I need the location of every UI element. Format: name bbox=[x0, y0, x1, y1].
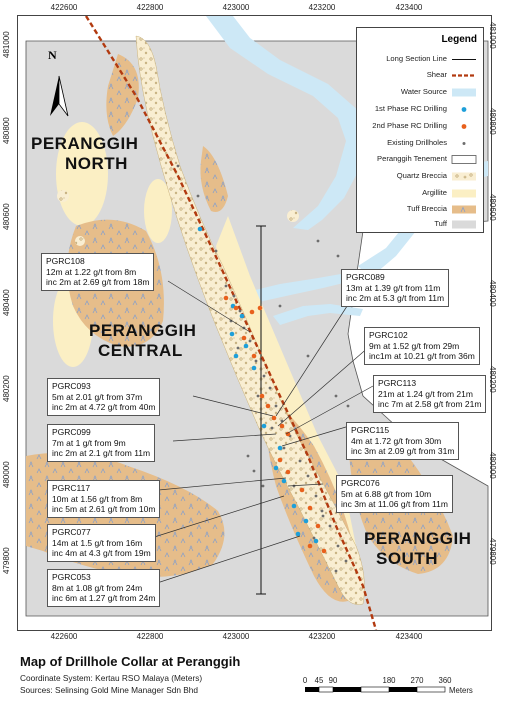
long-section-line-icon bbox=[451, 55, 477, 64]
coordinate-system: Coordinate System: Kertau RSO Malaya (Meters) bbox=[20, 673, 203, 683]
y-tick-left: 480200 bbox=[2, 375, 11, 402]
scale-tick-label: 45 bbox=[314, 676, 324, 685]
legend-panel bbox=[356, 27, 484, 233]
legend-item: Argillite bbox=[357, 186, 483, 200]
y-tick-left: 479800 bbox=[2, 547, 11, 574]
legend-item: Long Section Line bbox=[357, 52, 483, 66]
x-tick-top: 422800 bbox=[136, 3, 164, 12]
quartz-breccia-swatch-icon bbox=[451, 172, 477, 181]
callout-pgrc077: PGRC077 14m at 1.5 g/t from 16m inc 4m at 4.3 g/t from 19m bbox=[47, 524, 156, 562]
x-tick-bottom: 423200 bbox=[308, 632, 336, 641]
tenement-box-icon bbox=[451, 155, 477, 164]
quartz-breccia-pod bbox=[184, 222, 192, 230]
y-tick-left: 480400 bbox=[2, 289, 11, 316]
x-tick-bottom: 422800 bbox=[136, 632, 164, 641]
existing-dot-icon bbox=[451, 139, 477, 148]
x-tick-top: 423400 bbox=[395, 3, 423, 12]
legend-item: Existing Drillholes bbox=[357, 136, 483, 150]
region-label-south: PERANGGIH SOUTH bbox=[364, 529, 472, 568]
x-tick-top: 422600 bbox=[50, 3, 78, 12]
argillite-swatch-icon bbox=[451, 189, 477, 198]
callout-pgrc113: PGRC113 21m at 1.24 g/t from 21m inc 7m at 2.58 g/t from 21m bbox=[373, 375, 486, 413]
shear-line-icon bbox=[451, 71, 477, 80]
legend-item: Quartz Breccia bbox=[357, 169, 483, 183]
y-tick-left: 480000 bbox=[2, 461, 11, 488]
north-label: N bbox=[48, 48, 57, 62]
callout-pgrc115: PGRC115 4m at 1.72 g/t from 30m inc 3m at 2.09 g/t from 31m bbox=[346, 422, 459, 460]
y-tick-right: 479800 bbox=[488, 538, 497, 565]
callout-pgrc102: PGRC102 9m at 1.52 g/t from 29m inc1m at 10.21 g/t from 36m bbox=[364, 327, 480, 365]
scale-tick-label: 360 bbox=[438, 676, 452, 685]
callout-pgrc108: PGRC108 12m at 1.22 g/t from 8m inc 2m at 2.69 g/t from 18m bbox=[41, 253, 154, 291]
legend-item: Water Source bbox=[357, 85, 483, 99]
y-tick-right: 480400 bbox=[488, 280, 497, 307]
callout-pgrc076: PGRC076 5m at 6.88 g/t from 10m inc 3m at 11.06 g/t from 11m bbox=[336, 475, 453, 513]
callout-pgrc093: PGRC093 5m at 2.01 g/t from 37m inc 2m at 4.72 g/t from 40m bbox=[47, 378, 160, 416]
phase1-dot-icon bbox=[451, 105, 477, 114]
y-tick-left: 480600 bbox=[2, 203, 11, 230]
tuff-breccia-swatch-icon bbox=[451, 205, 477, 214]
y-tick-right: 480000 bbox=[488, 452, 497, 479]
callout-pgrc053: PGRC053 8m at 1.08 g/t from 24m inc 6m at 1.27 g/t from 24m bbox=[47, 569, 160, 607]
quartz-breccia-pod bbox=[57, 190, 69, 202]
legend-item: 2nd Phase RC Drilling bbox=[357, 119, 483, 133]
map-title: Map of Drillhole Collar at Peranggih bbox=[20, 654, 241, 669]
quartz-breccia-pod bbox=[287, 210, 299, 222]
water-source-icon bbox=[451, 88, 477, 97]
y-tick-right: 480200 bbox=[488, 366, 497, 393]
x-tick-bottom: 423400 bbox=[395, 632, 423, 641]
legend-item: Peranggih Tenement bbox=[357, 152, 483, 166]
y-tick-left: 481000 bbox=[2, 31, 11, 58]
legend-item: 1st Phase RC Drilling bbox=[357, 102, 483, 116]
scale-tick-label: 180 bbox=[382, 676, 396, 685]
x-tick-top: 423000 bbox=[222, 3, 250, 12]
callout-pgrc099: PGRC099 7m at 1 g/t from 9m inc 2m at 2.1 g/t from 11m bbox=[47, 424, 155, 462]
y-tick-right: 480600 bbox=[488, 194, 497, 221]
region-label-north: PERANGGIH NORTH bbox=[31, 134, 139, 173]
scale-unit: Meters bbox=[449, 686, 473, 695]
x-tick-bottom: 423000 bbox=[222, 632, 250, 641]
y-tick-left: 480800 bbox=[2, 117, 11, 144]
scale-tick-label: 270 bbox=[410, 676, 424, 685]
y-tick-right: 480800 bbox=[488, 108, 497, 135]
legend-item: Tuff bbox=[357, 217, 483, 231]
x-tick-top: 423200 bbox=[308, 3, 336, 12]
callout-pgrc089: PGRC089 13m at 1.39 g/t from 11m inc 2m at 5.3 g/t from 11m bbox=[341, 269, 449, 307]
scale-tick-label: 90 bbox=[328, 676, 338, 685]
phase2-dot-icon bbox=[451, 122, 477, 131]
tuff-swatch-icon bbox=[451, 220, 477, 229]
scale-tick-label: 0 bbox=[302, 676, 308, 685]
legend-item: Tuff Breccia bbox=[357, 202, 483, 216]
quartz-breccia-pod bbox=[75, 236, 85, 246]
legend-title: Legend bbox=[441, 34, 477, 45]
region-label-central: PERANGGIH CENTRAL bbox=[89, 321, 197, 360]
x-tick-bottom: 422600 bbox=[50, 632, 78, 641]
y-tick-right: 481000 bbox=[488, 22, 497, 49]
data-sources: Sources: Selinsing Gold Mine Manager Sdn Bhd bbox=[20, 685, 199, 695]
legend-item: Shear bbox=[357, 68, 483, 82]
callout-pgrc117: PGRC117 10m at 1.56 g/t from 8m inc 5m at 2.61 g/t from 10m bbox=[47, 480, 160, 518]
